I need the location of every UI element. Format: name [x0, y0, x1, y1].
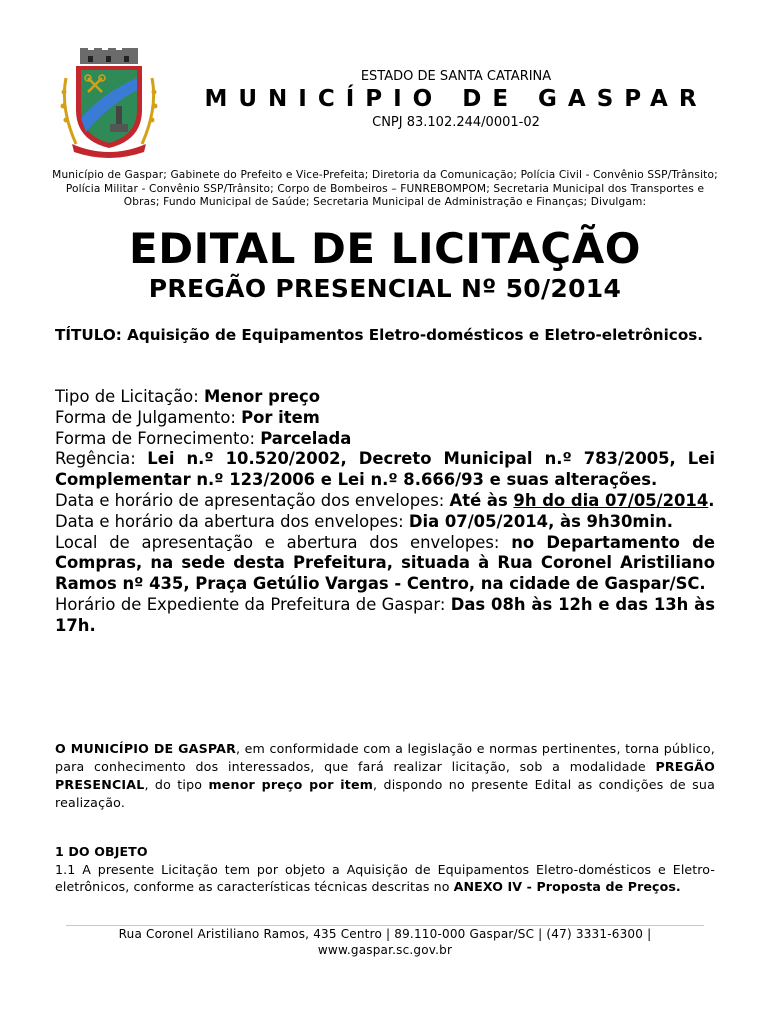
spec-abertura: [55, 512, 715, 533]
spec-label: Forma de Fornecimento:: [55, 428, 261, 448]
footer-website: www.gaspar.sc.gov.br: [317, 942, 453, 957]
footer: [66, 927, 704, 958]
intro-text: , em conformidade com a legislação e normas pertinentes, torna público, para conhecimento dos interessados, que fará realizar licitação, sob a modalidade: [55, 741, 715, 774]
spec-value: Por item: [241, 407, 320, 427]
specs-block: [55, 387, 715, 637]
intro-text: , dispondo no presente Edital as condições de sua realização.: [55, 777, 715, 810]
intro-bold: PREGÃO PRESENCIAL: [55, 759, 715, 792]
subject-title: TÍTULO: Aquisição de Equipamentos Eletro-domésticos e Eletro-eletrônicos.: [55, 326, 704, 344]
spec-expediente: [55, 595, 715, 637]
spec-label: Horário de Expediente da Prefeitura de Gaspar:: [55, 594, 451, 614]
spec-value: Menor preço: [203, 387, 321, 406]
header-cnpj: CNPJ 83.102.244/0001-02: [372, 115, 540, 130]
section-objeto: [55, 843, 715, 896]
header-state: ESTADO DE SANTA CATARINA: [360, 69, 552, 84]
spec-value-underlined: 9h do dia 07/05/2014: [513, 490, 709, 510]
spec-value: Lei n.º 10.520/2002, Decreto Municipal n.º 783/2005, Lei Complementar n.º 123/2006 e Lei n.º 8.666/93 e suas alterações.: [55, 449, 715, 490]
spec-value: Das 08h às 12h e das 13h às 17h.: [55, 594, 715, 635]
spec-label: Tipo de Licitação:: [55, 387, 204, 406]
spec-label: Data e horário de apresentação dos envelopes:: [55, 490, 450, 510]
spec-value: no Departamento de Compras, na sede desta Prefeitura, situada à Rua Coronel Aristiliano Ramos nº 435, Praça Getúlio Vargas - Centro, na cidade de Gaspar/SC.: [55, 532, 715, 594]
section-text: 1.1 A presente Licitação tem por objeto a Aquisição de Equipamentos Eletro-domésticos e Eletro-eletrônicos, conforme as características técnicas descritas no: [55, 861, 715, 894]
spec-fornecimento: [55, 429, 715, 450]
section-text-bold: ANEXO IV - Proposta de Preços.: [453, 879, 681, 894]
gaspar-coat-of-arms-icon: [58, 48, 160, 160]
spec-value: Até às: [449, 490, 514, 510]
document-title: EDITAL DE LICITAÇÃO: [129, 224, 641, 273]
spec-label: Local de apresentação e abertura dos envelopes:: [55, 532, 512, 552]
spec-local: [55, 533, 715, 595]
spec-tipo: [55, 387, 715, 408]
spec-value: Parcelada: [260, 428, 352, 448]
intro-bold: O MUNICÍPIO DE GASPAR: [55, 741, 236, 756]
spec-label: Regência:: [55, 449, 148, 469]
spec-label: Forma de Julgamento:: [55, 407, 242, 427]
intro-paragraph: [55, 740, 715, 812]
spec-label: Data e horário da abertura dos envelopes:: [55, 511, 409, 531]
spec-value: .: [708, 490, 715, 510]
intro-text: , do tipo: [144, 777, 209, 792]
disclosure-text: Município de Gaspar; Gabinete do Prefeito e Vice-Prefeita; Diretoria da Comunicação; Polícia Civil - Convênio SSP/Trânsito; Polícia Militar - Convênio SSP/Trânsito; Corpo de Bombeiros – FUNREBOMPOM; Secretaria Municipal dos Transportes e Obras; Fundo Municipal de Saúde; Secretaria Municipal de Administração e Finanças; Divulgam:: [52, 169, 718, 209]
document-subtitle: PREGÃO PRESENCIAL Nº 50/2014: [148, 274, 622, 303]
spec-value: Dia 07/05/2014, às 9h30min.: [408, 511, 674, 531]
spec-apresentacao: [55, 491, 715, 512]
footer-divider: [66, 925, 704, 926]
spec-regencia: [55, 449, 715, 491]
header-municipality: MUNICÍPIO DE GASPAR: [204, 86, 708, 112]
intro-bold: menor preço por item: [208, 777, 374, 792]
section-heading: 1 DO OBJETO: [55, 844, 148, 859]
section-body: [55, 861, 715, 896]
spec-julgamento: [55, 408, 715, 429]
footer-address: Rua Coronel Aristiliano Ramos, 435 Centro | 89.110-000 Gaspar/SC | (47) 3331-6300 |: [118, 927, 652, 941]
